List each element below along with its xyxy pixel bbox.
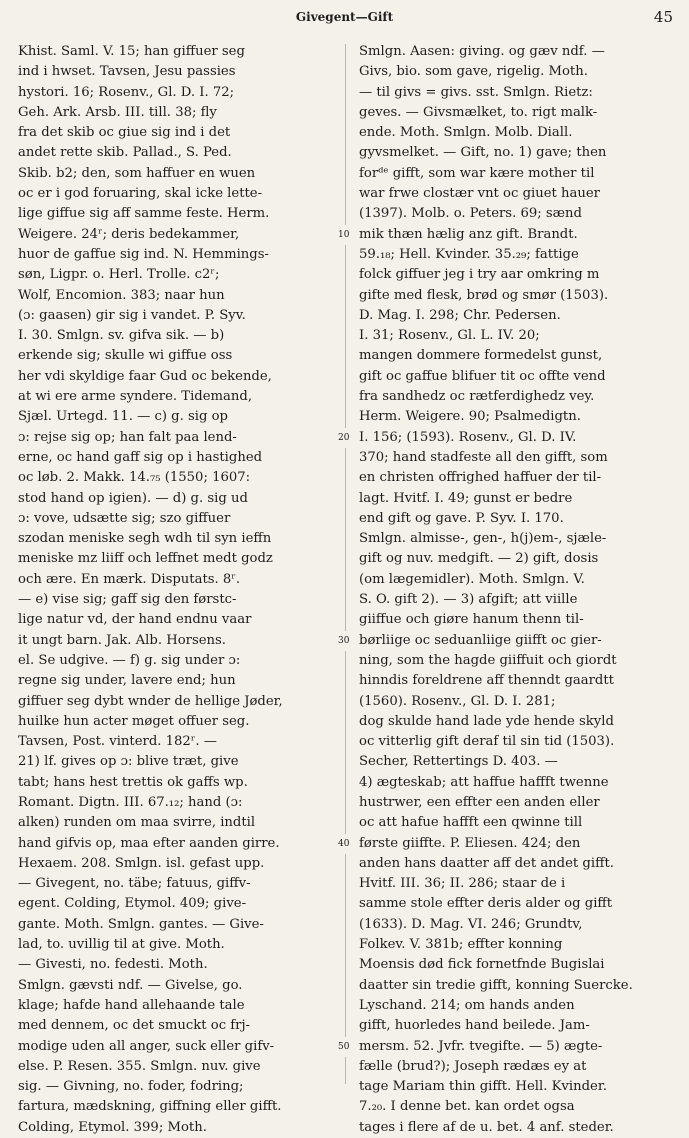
text-line: gante. Moth. Smlgn. gantes. — Give- [18,916,264,932]
text-line: Sjæl. Urtegd. 11. — c) g. sig op [18,409,229,425]
running-title: Givegent—Gift [295,10,394,24]
text-line: erne, oc hand gaff sig op i hastighed [18,449,263,465]
text-line: end gift og gave. P. Syv. I. 170. [359,510,564,526]
text-line: Romant. Digtn. III. 67.₁₂; hand (ɔ: [18,794,243,810]
text-line: war frwe clostær vnt oc giuet hauer [359,186,600,202]
text-line: Hexaem. 208. Smlgn. isl. gefast upp. [18,855,265,871]
text-line: huor de gaffue sig ind. N. Hemmings- [18,246,269,262]
text-line: meniske mz liiff och leffnet medt godz [18,551,273,567]
text-line: Lyschand. 214; om hands anden [359,997,575,1013]
text-line: folck giffuer jeg i try aar omkring m [359,267,600,283]
text-line: mangen dommere formedelst gunst, [359,348,603,364]
text-line: hystori. 16; Rosenv., Gl. D. I. 72; [18,84,235,100]
text-line: stod hand op igien). — d) g. sig ud [18,490,248,506]
text-line: tage Mariam thin gifft. Hell. Kvinder. [359,1079,607,1095]
text-line: gyvsmelket. — Gift, no. 1) gave; then [359,145,607,161]
text-line: fra sandhedz oc rætferdighedz vey. [359,389,595,405]
text-line: børliige oc seduanliige giifft oc gier- [359,632,602,648]
text-line: (1633). D. Mag. VI. 246; Grundtv, [359,916,583,932]
text-line: andet rette skib. Pallad., S. Ped. [18,145,232,161]
text-line: forᵈᵉ gifft, som war kære mother til [359,165,595,181]
text-line: lad, to. uvillig til at give. Moth. [18,937,225,953]
text-line: ɔ: rejse sig op; han falt paa lend- [18,429,237,445]
text-line: samme stole effter deris alder og gifft [359,896,613,912]
text-line: oc att hafue haffft een qwinne till [359,815,583,831]
text-line: Colding, Etymol. 399; Moth. [18,1119,207,1135]
text-line: — Givegent, no. täbe; fatuus, giffv- [18,876,251,892]
text-line: tages i flere af de u. bet. 4 anf. steder. [359,1119,614,1135]
text-line: I. 156; (1593). Rosenv., Gl. D. IV. [359,429,577,445]
text-line: 4) ægteskab; att haffue haffft twenne [359,774,609,790]
text-line: it ungt barn. Jak. Alb. Horsens. [18,632,226,648]
text-line: ɔ: vove, udsætte sig; szo giffuer [18,510,231,526]
text-line: Smlgn. Aasen: giving. og gæv ndf. — [359,44,605,59]
text-line: Hvitf. III. 36; II. 286; staar de i [359,876,566,892]
text-line: giffuer seg dybt wnder de hellige Jøder, [18,693,283,709]
text-line: ning, som the hagde giiffuit och giordt [359,652,617,668]
text-line: Folkev. V. 381b; effter konning [359,937,563,953]
text-line: oc er i god foruaring, skal icke lette- [18,186,263,202]
text-line: oc løb. 2. Makk. 14.₇₅ (1550; 1607: [18,470,251,486]
text-line: geves. — Givsmælket, to. rigt malk- [359,104,598,120]
text-line: sig. — Givning, no. foder, fodring; [18,1079,244,1095]
text-line: — til givs = givs. sst. Smlgn. Rietz: [359,84,593,100]
text-line: første giiffte. P. Eliesen. 424; den [359,835,581,851]
text-line: fra det skib oc giue sig ind i det [18,125,231,141]
text-line: Herm. Weigere. 90; Psalmedigtn. [359,409,581,425]
text-line: — Givesti, no. fedesti. Moth. [18,957,208,973]
text-line: gifte med flesk, brød og smør (1503). [359,287,609,303]
text-line: fartura, mædskning, giffning eller gifft. [18,1099,282,1115]
left-column [18,42,330,1138]
text-line: och ære. En mærk. Disputats. 8ʳ. [18,571,241,587]
line-number: 10 [337,225,350,245]
text-line: daatter sin tredie gifft, konning Suercke. [359,977,633,993]
text-line: Secher, Rettertings D. 403. — [359,754,558,770]
line-number: 50 [337,1037,350,1057]
text-line: lige natur vd, der hand endnu vaar [18,612,252,628]
text-line: 21) lf. gives op ɔ: blive træt, give [18,754,239,770]
text-line: mik thæn hælig anz gift. Brandt. [359,226,578,242]
text-line: Smlgn. gævsti ndf. — Givelse, go. [18,977,243,993]
text-line: el. Se udgive. — f) g. sig under ɔ: [18,652,241,668]
text-line: S. O. gift 2). — 3) afgift; att viille [359,592,578,608]
text-line: huilke hun acter møget offuer seg. [18,713,250,729]
text-line: Geh. Ark. Arsb. III. till. 38; fly [18,104,217,120]
text-line: anden hans daatter aff det andet gifft. [359,855,614,871]
text-line: oc vitterlig gift deraf til sin tid (1503). [359,734,615,750]
text-line: ende. Moth. Smlgn. Molb. Diall. [359,125,573,141]
text-line: hand gifvis op, maa efter aanden girre. [18,835,280,851]
text-line: 370; hand stadfeste all den gifft, som [359,449,608,465]
text-line: klage; hafde hand allehaande tale [18,997,245,1013]
text-line: gift oc gaffue blifuer tit oc offte vend [359,368,606,384]
text-line: Smlgn. almisse-, gen-, h(j)em-, sjæle- [359,531,607,547]
text-line: Weigere. 24ʳ; deris bedekammer, [18,226,240,242]
text-line: en christen offrighed haffuer der til- [359,470,602,486]
text-line: fælle (brud?); Joseph rædæs ey at [359,1058,587,1074]
text-line: (1397). Molb. o. Peters. 69; sænd [359,206,582,222]
text-line: Moensis død fick fornetfnde Bugislai [359,957,605,973]
line-number: 30 [337,631,350,651]
text-line: lige giffue sig aff samme feste. Herm. [18,206,270,222]
page-header [0,6,689,28]
text-line: giiffue och giøre hanum thenn til- [359,612,584,628]
text-line: tabt; hans hest trettis ok gaffs wp. [18,774,248,790]
text-line: mersm. 52. Jvfr. tvegifte. — 5) ægte- [359,1038,603,1054]
text-line: Tavsen, Post. vinterd. 182ʳ. — [18,734,217,750]
text-line: D. Mag. I. 298; Chr. Pedersen. [359,307,561,323]
text-line: dog skulde hand lade yde hende skyld [359,713,614,729]
text-line: egent. Colding, Etymol. 409; give- [18,896,247,912]
text-line: med dennem, oc det smuckt oc frj- [18,1018,251,1034]
text-line: else. P. Resen. 355. Smlgn. nuv. give [18,1058,261,1074]
text-line: szodan meniske segh wdh til syn ieffn [18,531,272,547]
text-line: hinndis foreldrene aff thenndt gaardtt [359,673,614,689]
text-line: erkende sig; skulle wi giffue oss [18,348,233,364]
text-line: Givs, bio. som gave, rigelig. Moth. [359,64,588,80]
right-column [359,42,671,1138]
text-line: her vdi skyldige faar Gud oc bekende, [18,368,272,384]
text-line: — e) vise sig; gaff sig den førstc- [18,592,237,608]
text-line: 59.₁₈; Hell. Kvinder. 35.₂₉; fattige [359,246,579,262]
text-line: regne sig under, lavere end; hun [18,673,236,689]
text-line: Wolf, Encomion. 383; naar hun [18,287,225,303]
text-line: (om lægemidler). Moth. Smlgn. V. [359,571,585,587]
text-line: Skib. b2; den, som haffuer en wuen [18,165,256,181]
text-line: alken) runden om maa svirre, indtil [18,815,256,831]
text-line: hustrwer, een effter een anden eller [359,794,600,810]
text-line: gift og nuv. medgift. — 2) gift, dosis [359,551,599,567]
text-line: I. 30. Smlgn. sv. gifva sik. — b) [18,328,225,344]
line-number: 40 [337,834,350,854]
text-line: (ɔ: gaasen) gir sig i vandet. P. Syv. [18,307,246,323]
text-line: søn, Ligpr. o. Herl. Trolle. c2ʳ; [18,267,220,283]
line-number: 20 [337,428,350,448]
text-line: I. 31; Rosenv., Gl. L. IV. 20; [359,328,540,344]
text-line: Khist. Saml. V. 15; han giffuer seg [18,44,245,59]
text-line: lagt. Hvitf. I. 49; gunst er bedre [359,490,573,506]
text-line: 7.₂₀. I denne bet. kan ordet ogsa [359,1099,575,1115]
text-line: (1560). Rosenv., Gl. D. I. 281; [359,693,556,709]
text-line: modige uden all anger, suck eller gifv- [18,1038,275,1054]
text-line: at wi ere arme syndere. Tidemand, [18,389,253,405]
text-line: gifft, huorledes hand beilede. Jam- [359,1018,590,1034]
text-line: ind i hwset. Tavsen, Jesu passies [18,64,236,80]
page-number: 45 [653,8,673,26]
column-divider [345,44,346,1084]
